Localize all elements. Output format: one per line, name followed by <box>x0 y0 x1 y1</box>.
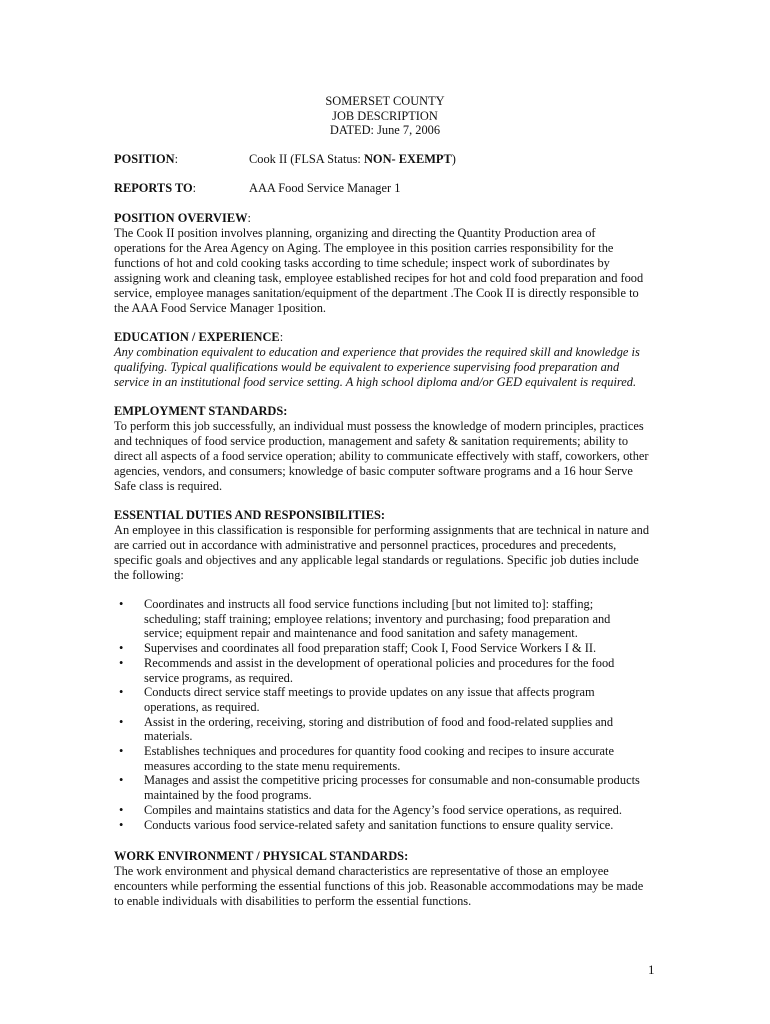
org-name: SOMERSET COUNTY <box>325 94 445 108</box>
bullet-icon: • <box>119 685 124 700</box>
employment-line: Safe class is required. <box>114 479 223 493</box>
document-header <box>0 94 770 138</box>
position-label: POSITION: <box>114 152 179 166</box>
duty-item: • Conducts direct service staff meetings to provide updates on any issue that affects program operations, as required. <box>119 685 595 714</box>
education-line: qualifying. Typical qualifications would be equivalent to experience supervising food preparation and <box>114 360 620 374</box>
page-number: 1 <box>648 962 655 977</box>
education-section <box>114 330 659 390</box>
overview-line: service, employee manages sanitation/equipment of the department .The Cook II is directly responsible to <box>114 286 639 300</box>
reports-to-value: AAA Food Service Manager 1 <box>249 181 401 195</box>
bullet-icon: • <box>119 597 124 611</box>
overview-section <box>114 211 659 316</box>
bullet-icon: • <box>119 744 124 759</box>
overview-line: assigning work and cleaning task, employee established recipes for hot and cold food preparation and food <box>114 271 644 285</box>
overview-line: the AAA Food Service Manager 1position. <box>114 301 326 315</box>
education-line: service in an institutional food service setting. A high school diploma and/or GED equivalent is required. <box>114 375 637 389</box>
duties-heading: ESSENTIAL DUTIES AND RESPONSIBILITIES: <box>114 508 385 522</box>
duties-line: specific goals and objectives and any applicable legal standards or regulations. Specific job duties include <box>114 553 639 567</box>
employment-line: direct all aspects of a food service operation; ability to communicate effectively with staff, coworkers, other <box>114 449 649 463</box>
duties-line: the following: <box>114 568 184 582</box>
environment-body <box>114 864 659 909</box>
duty-item: • Assist in the ordering, receiving, storing and distribution of food and food-related supplies and materials. <box>119 714 614 744</box>
duties-line: An employee in this classification is responsible for performing assignments that are technical in nature and <box>114 523 650 537</box>
environment-line: encounters while performing the essential functions of this job. Reasonable accommodations may be made <box>114 879 644 893</box>
duty-item: • Compiles and maintains statistics and data for the Agency’s food service operations, as required. <box>119 802 622 817</box>
environment-line: to enable individuals with disabilities to perform the essential functions. <box>114 894 472 908</box>
position-row <box>114 152 456 167</box>
bullet-icon: • <box>119 817 124 832</box>
environment-heading: WORK ENVIRONMENT / PHYSICAL STANDARDS: <box>114 849 409 863</box>
employment-line: and techniques of food service production, management and safety & sanitation requirements; ability to <box>114 434 629 448</box>
overview-heading: POSITION OVERVIEW: <box>114 211 251 225</box>
employment-body <box>114 419 659 494</box>
overview-line: functions of hot and cold cooking tasks according to time schedule; inspect work of subordinates by <box>114 256 610 270</box>
duties-intro <box>114 523 659 583</box>
overview-body <box>114 226 659 316</box>
bullet-icon: • <box>119 655 124 670</box>
reports-to-label: REPORTS TO: <box>114 181 197 195</box>
doc-type: JOB DESCRIPTION <box>332 108 438 123</box>
duties-list <box>114 597 659 832</box>
duty-item: • Manages and assist the competitive pricing processes for consumable and non-consumable products maintained by the food programs. <box>119 773 640 803</box>
duty-item: • Conducts various food service-related safety and sanitation functions to ensure quality service. <box>119 817 614 832</box>
education-heading: EDUCATION / EXPERIENCE: <box>114 330 284 344</box>
reports-to-row <box>114 181 400 196</box>
environment-section <box>114 849 659 909</box>
bullet-icon: • <box>119 802 124 817</box>
employment-section <box>114 404 659 494</box>
education-body <box>114 345 659 390</box>
overview-line: The Cook II position involves planning, organizing and directing the Quantity Production area of <box>114 226 596 240</box>
bullet-icon: • <box>119 641 124 656</box>
duty-item: • Recommends and assist in the development of operational policies and procedures for the food service programs, as required. <box>119 655 615 685</box>
bullet-icon: • <box>119 773 124 788</box>
employment-line: To perform this job successfully, an individual must possess the knowledge of modern principles, practices <box>114 419 644 433</box>
overview-line: operations for the Area Agency on Aging. The employee in this position carries responsibility for the <box>114 241 614 255</box>
employment-line: agencies, vendors, and consumers; knowledge of basic computer software programs and a 16 hour Serve <box>114 464 633 478</box>
duty-item: • Coordinates and instructs all food service functions including [but not limited to]: staffing; scheduling; staff training; employee relations; inventory and purchasing; food preparation and service; equipment repair and maintenance and food sanitation and safety management. <box>119 597 611 641</box>
duties-line: are carried out in accordance with administrative and personnel practices, procedures and precedents, <box>114 538 617 552</box>
employment-heading: EMPLOYMENT STANDARDS: <box>114 404 288 418</box>
education-line: Any combination equivalent to education and experience that provides the required skill and knowledge is <box>114 345 640 359</box>
duty-item: • Supervises and coordinates all food preparation staff; Cook I, Food Service Workers I & II. <box>119 641 597 656</box>
doc-date: DATED: June 7, 2006 <box>329 123 441 138</box>
duty-item: • Establishes techniques and procedures for quantity food cooking and recipes to insure accurate measures according to the state menu requirements. <box>119 744 614 773</box>
duties-section <box>114 508 659 583</box>
position-value: Cook II (FLSA Status: NON- EXEMPT) <box>249 152 456 166</box>
bullet-icon: • <box>119 714 124 729</box>
environment-line: The work environment and physical demand characteristics are representative of those an employee <box>114 864 609 878</box>
